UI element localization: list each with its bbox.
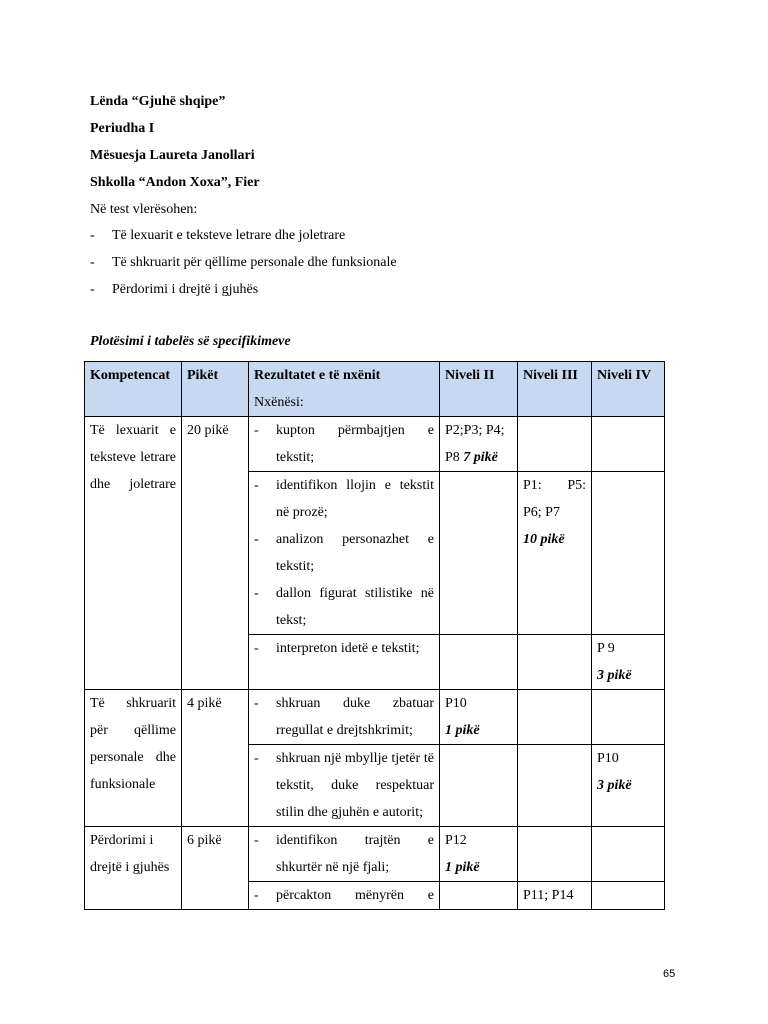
table-row — [85, 827, 665, 882]
level-cell: P10 3 pikë — [592, 745, 665, 827]
level-cell — [518, 635, 592, 690]
result-cell: - identifikon trajtën e shkurtër në një fjali; — [249, 827, 440, 882]
level-cell — [440, 635, 518, 690]
subject-line: Lënda “Gjuhë shqipe” — [90, 94, 226, 109]
level-cell — [592, 472, 665, 635]
level-cell: P 9 3 pikë — [592, 635, 665, 690]
header-kompetencat: Kompetencat — [85, 362, 182, 417]
result-cell: - shkruan një mbyllje tjetër të tekstit, duke respektuar stilin dhe gjuhën e autorit; — [249, 745, 440, 827]
level-cell — [592, 690, 665, 745]
table-header-row — [85, 362, 665, 417]
level-cell — [440, 882, 518, 910]
intro-line: Në test vlerësohen: — [90, 202, 198, 217]
competence-cell: Përdorimi i drejtë i gjuhës — [85, 827, 182, 910]
level-cell — [518, 827, 592, 882]
header-niveli-3: Niveli III — [518, 362, 592, 417]
competence-cell: Të lexuarit e teksteve letrare dhe joletrare — [85, 417, 182, 690]
list-item: - Përdorimi i drejtë i gjuhës — [90, 282, 259, 297]
level-cell — [518, 417, 592, 472]
header-niveli-4: Niveli IV — [592, 362, 665, 417]
specification-table — [84, 361, 665, 910]
result-cell: - përcakton mënyrën e — [249, 882, 440, 910]
level-cell: P10 1 pikë — [440, 690, 518, 745]
points-cell: 20 pikë — [182, 417, 249, 690]
level-cell: P2;P3; P4; P8 7 pikë — [440, 417, 518, 472]
list-item: - Të shkruarit për qëllime personale dhe funksionale — [90, 255, 397, 270]
competence-cell: Të shkruarit për qëllime personale dhe funksionale — [85, 690, 182, 827]
header-rezultatet: Rezultatet e të nxënit Nxënësi: — [249, 362, 440, 417]
level-cell: P12 1 pikë — [440, 827, 518, 882]
result-cell: - kupton përmbajtjen e tekstit; — [249, 417, 440, 472]
header-niveli-2: Niveli II — [440, 362, 518, 417]
period-line: Periudha I — [90, 121, 155, 136]
level-cell — [440, 745, 518, 827]
result-cell: - interpreton idetë e tekstit; — [249, 635, 440, 690]
section-title: Plotësimi i tabelës së specifikimeve — [90, 334, 291, 349]
table-row — [85, 690, 665, 745]
level-cell — [592, 827, 665, 882]
level-cell — [592, 882, 665, 910]
page-number: 65 — [663, 968, 676, 980]
level-cell — [592, 417, 665, 472]
school-line: Shkolla “Andon Xoxa”, Fier — [90, 175, 260, 190]
level-cell: P1: P5: P6; P7 10 pikë — [518, 472, 592, 635]
level-cell — [518, 745, 592, 827]
table-row — [85, 417, 665, 472]
points-cell: 4 pikë — [182, 690, 249, 827]
result-cell: - shkruan duke zbatuar rregullat e drejtshkrimit; — [249, 690, 440, 745]
points-cell: 6 pikë — [182, 827, 249, 910]
level-cell — [440, 472, 518, 635]
result-cell: - identifikon llojin e tekstit në prozë; - analizon personazhet e tekstit; - dallon figurat stilistike në tekst; — [249, 472, 440, 635]
teacher-line: Mësuesja Laureta Janollari — [90, 148, 255, 163]
header-piket: Pikët — [182, 362, 249, 417]
list-item: - Të lexuarit e teksteve letrare dhe joletrare — [90, 228, 346, 243]
level-cell: P11; P14 — [518, 882, 592, 910]
level-cell — [518, 690, 592, 745]
